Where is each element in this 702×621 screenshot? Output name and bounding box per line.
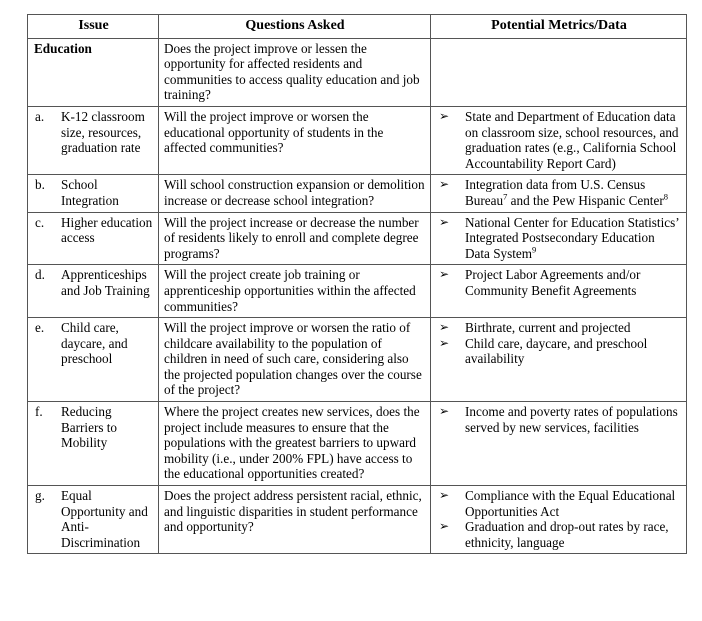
footnote-marker: 7 [503,191,508,202]
issue-item-marker: g. [35,488,45,504]
cell-issue [28,38,159,106]
issue-item-label: Higher education access [61,214,153,246]
question-text: Will the project increase or decrease the number of residents likely to enroll and complete degree programs? [164,214,419,261]
cell-question [159,486,431,554]
metrics-item-text: Birthrate, current and projected [465,320,631,336]
issue-item-marker: a. [35,108,45,124]
metrics-list [436,267,682,298]
issue-item-label: Child care, daycare, and preschool [61,320,128,367]
cell-metrics [431,402,687,486]
issue-item-marker: e. [35,320,45,336]
arrow-bullet-icon: ➢ [439,320,450,335]
column-header-questions-asked: Questions Asked [159,15,431,39]
issue-group-label: Education [34,40,92,56]
metrics-list [436,488,682,550]
question-text: Will school construction expansion or demolition increase or decrease school integration? [164,177,425,208]
footnote-marker: 9 [532,244,537,255]
cell-issue [28,265,159,318]
issue-list-item [33,320,154,367]
cell-issue [28,175,159,212]
metrics-list-item [436,320,682,336]
cell-question [159,106,431,174]
header-row [28,15,687,39]
issue-item-label: K-12 classroom size, resources, graduation rate [61,108,145,156]
metrics-list-item [436,488,682,519]
table-row [28,175,687,212]
arrow-bullet-icon: ➢ [439,214,450,229]
cell-question [159,402,431,486]
cell-issue [28,106,159,174]
arrow-bullet-icon: ➢ [439,404,450,419]
footnote-marker: 8 [663,191,668,202]
arrow-bullet-icon: ➢ [439,177,450,192]
table-row [28,318,687,402]
metrics-item-text: Project Labor Agreements and/or Community Benefit Agreements [465,267,641,298]
metrics-list-item [436,177,682,208]
metrics-list-item [436,215,682,262]
column-header-issue: Issue [28,15,159,39]
metrics-item-text: Child care, daycare, and preschool availability [465,335,648,367]
metrics-list [436,177,682,208]
table-row [28,486,687,554]
cell-metrics [431,486,687,554]
table-row [28,265,687,318]
arrow-bullet-icon: ➢ [439,488,450,503]
table-body [28,38,687,554]
table-header [28,15,687,39]
cell-question [159,38,431,106]
cell-question [159,265,431,318]
issue-list-item [33,404,154,451]
table-row [28,402,687,486]
cell-metrics [431,212,687,265]
issue-item-label: School Integration [61,177,119,208]
issue-item-marker: d. [35,267,45,283]
question-text: Will the project improve or worsen the educational opportunity of students in the affected communities? [164,108,384,156]
issue-list-item [33,267,154,298]
metrics-item-text: Graduation and drop-out rates by race, ethnicity, language [465,519,669,550]
table-row [28,212,687,265]
table-row [28,38,687,106]
question-text: Does the project address persistent racial, ethnic, and linguistic disparities in student performance and opportunity? [164,488,422,535]
issue-item-label: Reducing Barriers to Mobility [61,404,118,451]
issue-item-label: Equal Opportunity and Anti-Discrimination [61,488,148,550]
cell-metrics [431,38,687,106]
metrics-list-item [436,519,682,550]
metrics-item-text: State and Department of Education data on classroom size, school resources, and graduation rates (e.g., California School Accountability Report Card) [465,108,679,171]
metrics-item-text: Integration data from U.S. Census Bureau$^7$ and the Pew Hispanic Center$^8$ [465,177,668,208]
issue-item-marker: f. [35,404,43,420]
cell-issue [28,318,159,402]
question-text: Will the project create job training or apprenticeship opportunities within the affected communities? [164,267,416,314]
question-text: Does the project improve or lessen the opportunity for affected residents and communities to access quality education and job training? [164,40,420,103]
arrow-bullet-icon: ➢ [439,108,450,123]
issue-list-item [33,109,154,156]
cell-question [159,175,431,212]
metrics-list-item [436,336,682,367]
issue-list-item [33,177,154,208]
column-header-potential-metrics-data: Potential Metrics/Data [431,15,687,39]
question-text: Where the project creates new services, does the project include measures to ensure that the populations with the greatest barriers to upward mobility (i.e., under 200% FPL) have access to the educational opportunities created? [164,404,420,482]
cell-metrics [431,175,687,212]
cell-question [159,212,431,265]
metrics-list [436,320,682,367]
metrics-item-text: Income and poverty rates of populations served by new services, facilities [465,404,678,435]
metrics-list [436,404,682,435]
arrow-bullet-icon: ➢ [439,267,450,282]
metrics-item-text: Compliance with the Equal Educational Opportunities Act [465,488,676,519]
cell-issue [28,212,159,265]
metrics-list-item [436,109,682,171]
metrics-list-item [436,404,682,435]
issue-item-marker: c. [35,214,45,230]
cell-metrics [431,265,687,318]
issue-list-item [33,488,154,550]
cell-issue [28,486,159,554]
issues-questions-metrics-table [27,14,687,554]
cell-metrics [431,318,687,402]
cell-question [159,318,431,402]
metrics-list-item [436,267,682,298]
metrics-list [436,109,682,171]
issue-item-label: Apprenticeships and Job Training [61,267,150,298]
issue-list-item [33,215,154,246]
issue-item-marker: b. [35,177,45,193]
question-text: Will the project improve or worsen the ratio of childcare availability to the population of children in need of such care, considering also the projected population changes over the course of the project? [164,320,422,398]
arrow-bullet-icon: ➢ [439,335,450,350]
arrow-bullet-icon: ➢ [439,519,450,534]
cell-issue [28,402,159,486]
cell-metrics [431,106,687,174]
metrics-list [436,215,682,262]
table-row [28,106,687,174]
metrics-item-text: National Center for Education Statistics’ Integrated Postsecondary Education Data System$^9$ [465,214,679,261]
